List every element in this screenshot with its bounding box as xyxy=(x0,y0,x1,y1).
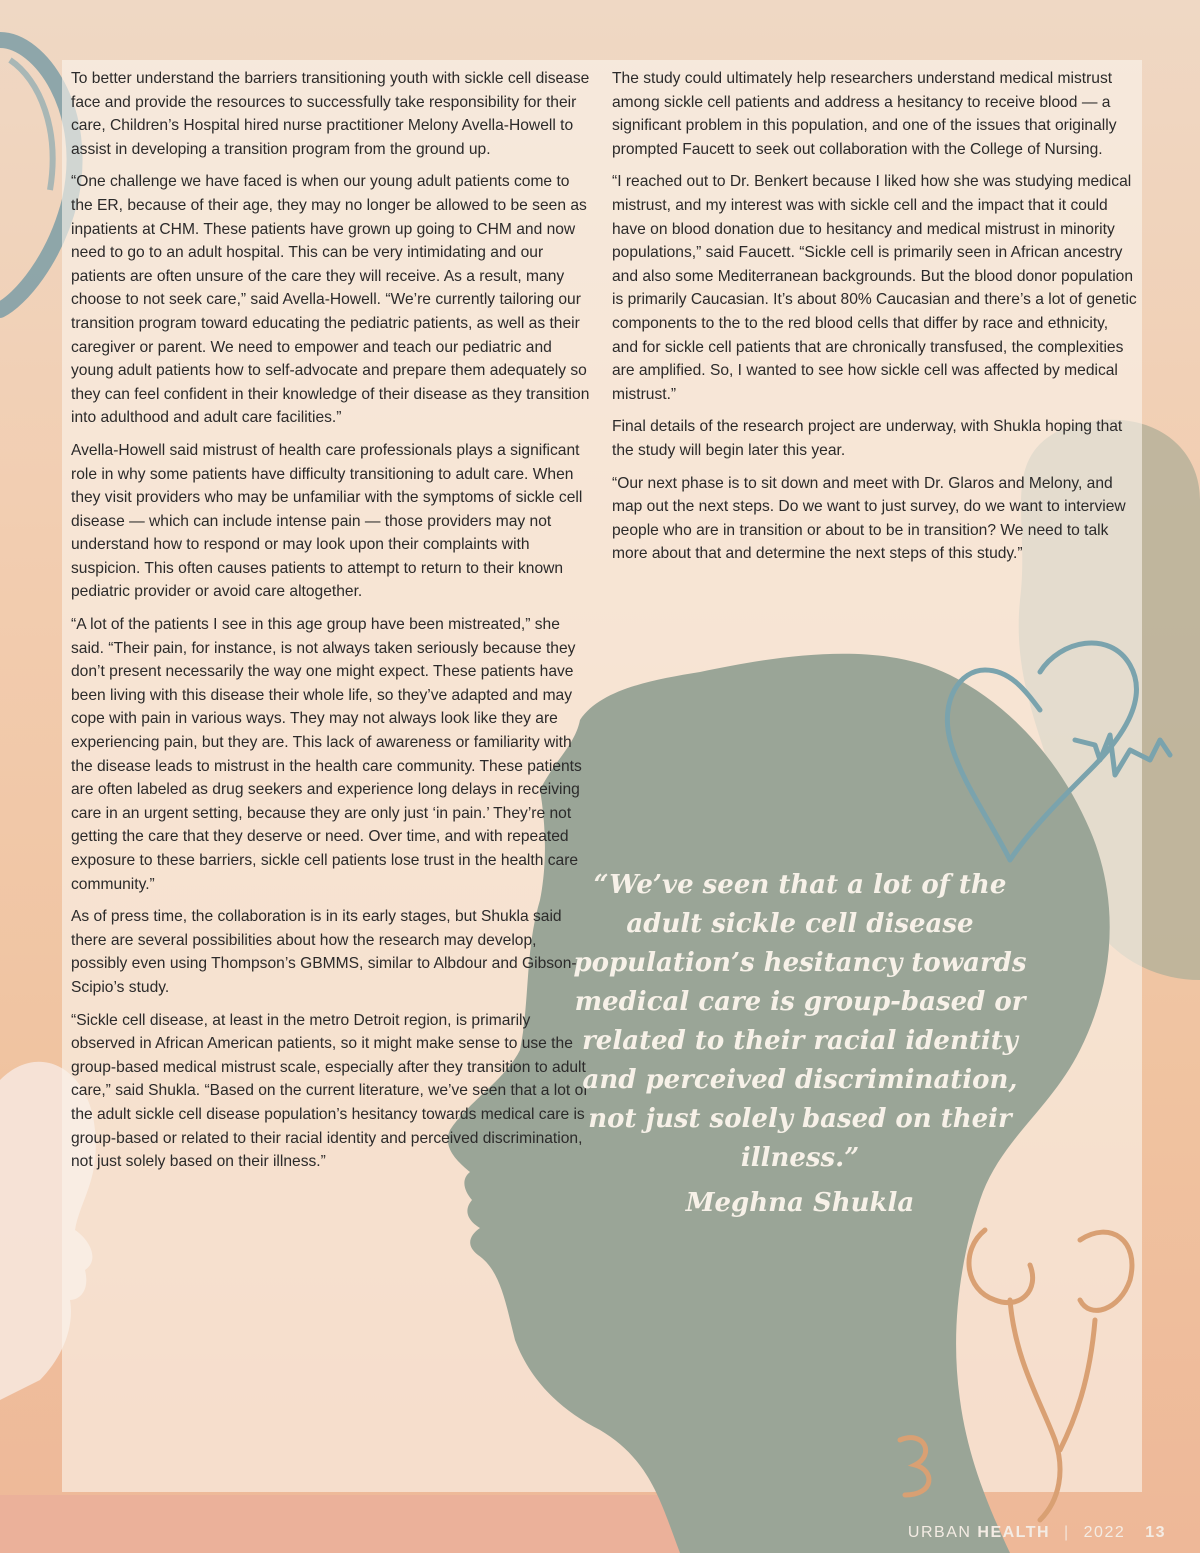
pull-quote-text: “We’ve seen that a lot of the adult sickle cell disease population’s hesitancy towards medical care is group-based or related to their racial identity and perceived discrimination, not just solely based on their illness.” xyxy=(573,870,1027,1173)
paragraph: As of press time, the collaboration is in its early stages, but Shukla said there are several possibilities about how the research may develop, possibly even using Thompson’s GBMMS, similar to Albdour and Gibson-Scipio’s study. xyxy=(71,908,577,996)
footer-separator: | xyxy=(1064,1524,1070,1541)
right-column xyxy=(612,67,1137,575)
issue-year: 2022 xyxy=(1083,1524,1126,1541)
paragraph: “Sickle cell disease, at least in the metro Detroit region, is primarily observed in African American patients, so it might make sense to use the group-based medical mistrust scale, especially after they transition to adult care,” said Shukla. “Based on the current literature, we’ve seen that a lot of the adult sickle cell disease population’s hesitancy towards medical care is group-based or related to their racial identity and perceived discrimination, not just solely based on their illness.” xyxy=(71,1011,588,1171)
page-footer xyxy=(908,1513,1166,1553)
paragraph: Avella-Howell said mistrust of health care professionals plays a significant role in why some patients have difficulty transitioning to adult care. When they visit providers who may be unfamiliar with the symptoms of sickle cell disease — which can include intense pain — those providers may not understand how to respond or may look upon their complaints with suspicion. This often causes patients to attempt to return to their known pediatric provider or avoid care altogether. xyxy=(71,441,583,601)
paragraph: “A lot of the patients I see in this age group have been mistreated,” she said. “Their pain, for instance, is not always taken seriously because they don’t present necessarily the way one might expect. These patients have been living with this disease their whole life, so they’ve adapted and may cope with pain in various ways. They may not always look like they are experiencing pain, but they are. This lack of awareness or familiarity with the disease leads to mistrust in the health care community. These patients are often labeled as drug seekers and experience long delays in receiving care in an urgent setting, because they are only just ‘in pain.’ They’re not getting the care that they deserve or need. Over time, and with repeated exposure to these barriers, sickle cell patients lose trust in the health care community.” xyxy=(71,616,582,893)
publication-name-light: URBAN xyxy=(907,1524,972,1541)
left-column xyxy=(71,67,591,1183)
paragraph: “One challenge we have faced is when our young adult patients come to the ER, because of their age, they may no longer be allowed to be seen as inpatients at CHM. These patients have grown up going to CHM and now need to go to an adult hospital. This can be very intimidating and our patients are often unsure of the care they will receive. As a result, many choose to not seek care,” said Avella-Howell. “We’re currently tailoring our transition program toward educating the pediatric patients, as well as their caregiver or parent. We need to empower and teach our pediatric and young adult patients how to self-advocate and prepare them adequately so they can feel confident in their knowledge of their disease as they transition into adulthood and adult care facilities.” xyxy=(71,173,590,427)
pull-quote-attribution: Meghna Shukla xyxy=(685,1188,915,1218)
paragraph: The study could ultimately help researchers understand medical mistrust among sickle cell patients and address a hesitancy to receive blood — a significant problem in this population, and one of the issues that originally prompted Faucett to seek out collaboration with the College of Nursing. xyxy=(612,70,1117,158)
page-number: 13 xyxy=(1145,1524,1166,1541)
paragraph: Final details of the research project are underway, with Shukla hoping that the study will begin later this year. xyxy=(612,418,1123,459)
paragraph: “I reached out to Dr. Benkert because I liked how she was studying medical mistrust, and my interest was with sickle cell and the impact that it could have on blood donation due to hesitancy and medical mistrust in minority populations,” said Faucett. “Sickle cell is primarily seen in African ancestry and also some Mediterranean backgrounds. But the blood donor population is primarily Caucasian. It’s about 80% Caucasian and there’s a lot of genetic components to the to the red blood cells that differ by race and ethnicity, and for sickle cell patients that are chronically transfused, the complexities are amplified. So, I wanted to see how sickle cell was affected by medical mistrust.” xyxy=(612,173,1137,403)
paragraph: “Our next phase is to sit down and meet with Dr. Glaros and Melony, and map out the next steps. Do we want to just survey, do we want to interview people who are in transition or about to be in transition? We need to talk more about that and determine the next steps of this study.” xyxy=(612,474,1126,563)
paragraph: To better understand the barriers transitioning youth with sickle cell disease face and provide the resources to successfully take responsibility for their care, Children’s Hospital hired nurse practitioner Melony Avella-Howell to assist in developing a transition program from the ground up. xyxy=(71,70,590,158)
publication-name-bold: HEALTH xyxy=(977,1524,1051,1541)
pull-quote xyxy=(560,866,1040,1223)
